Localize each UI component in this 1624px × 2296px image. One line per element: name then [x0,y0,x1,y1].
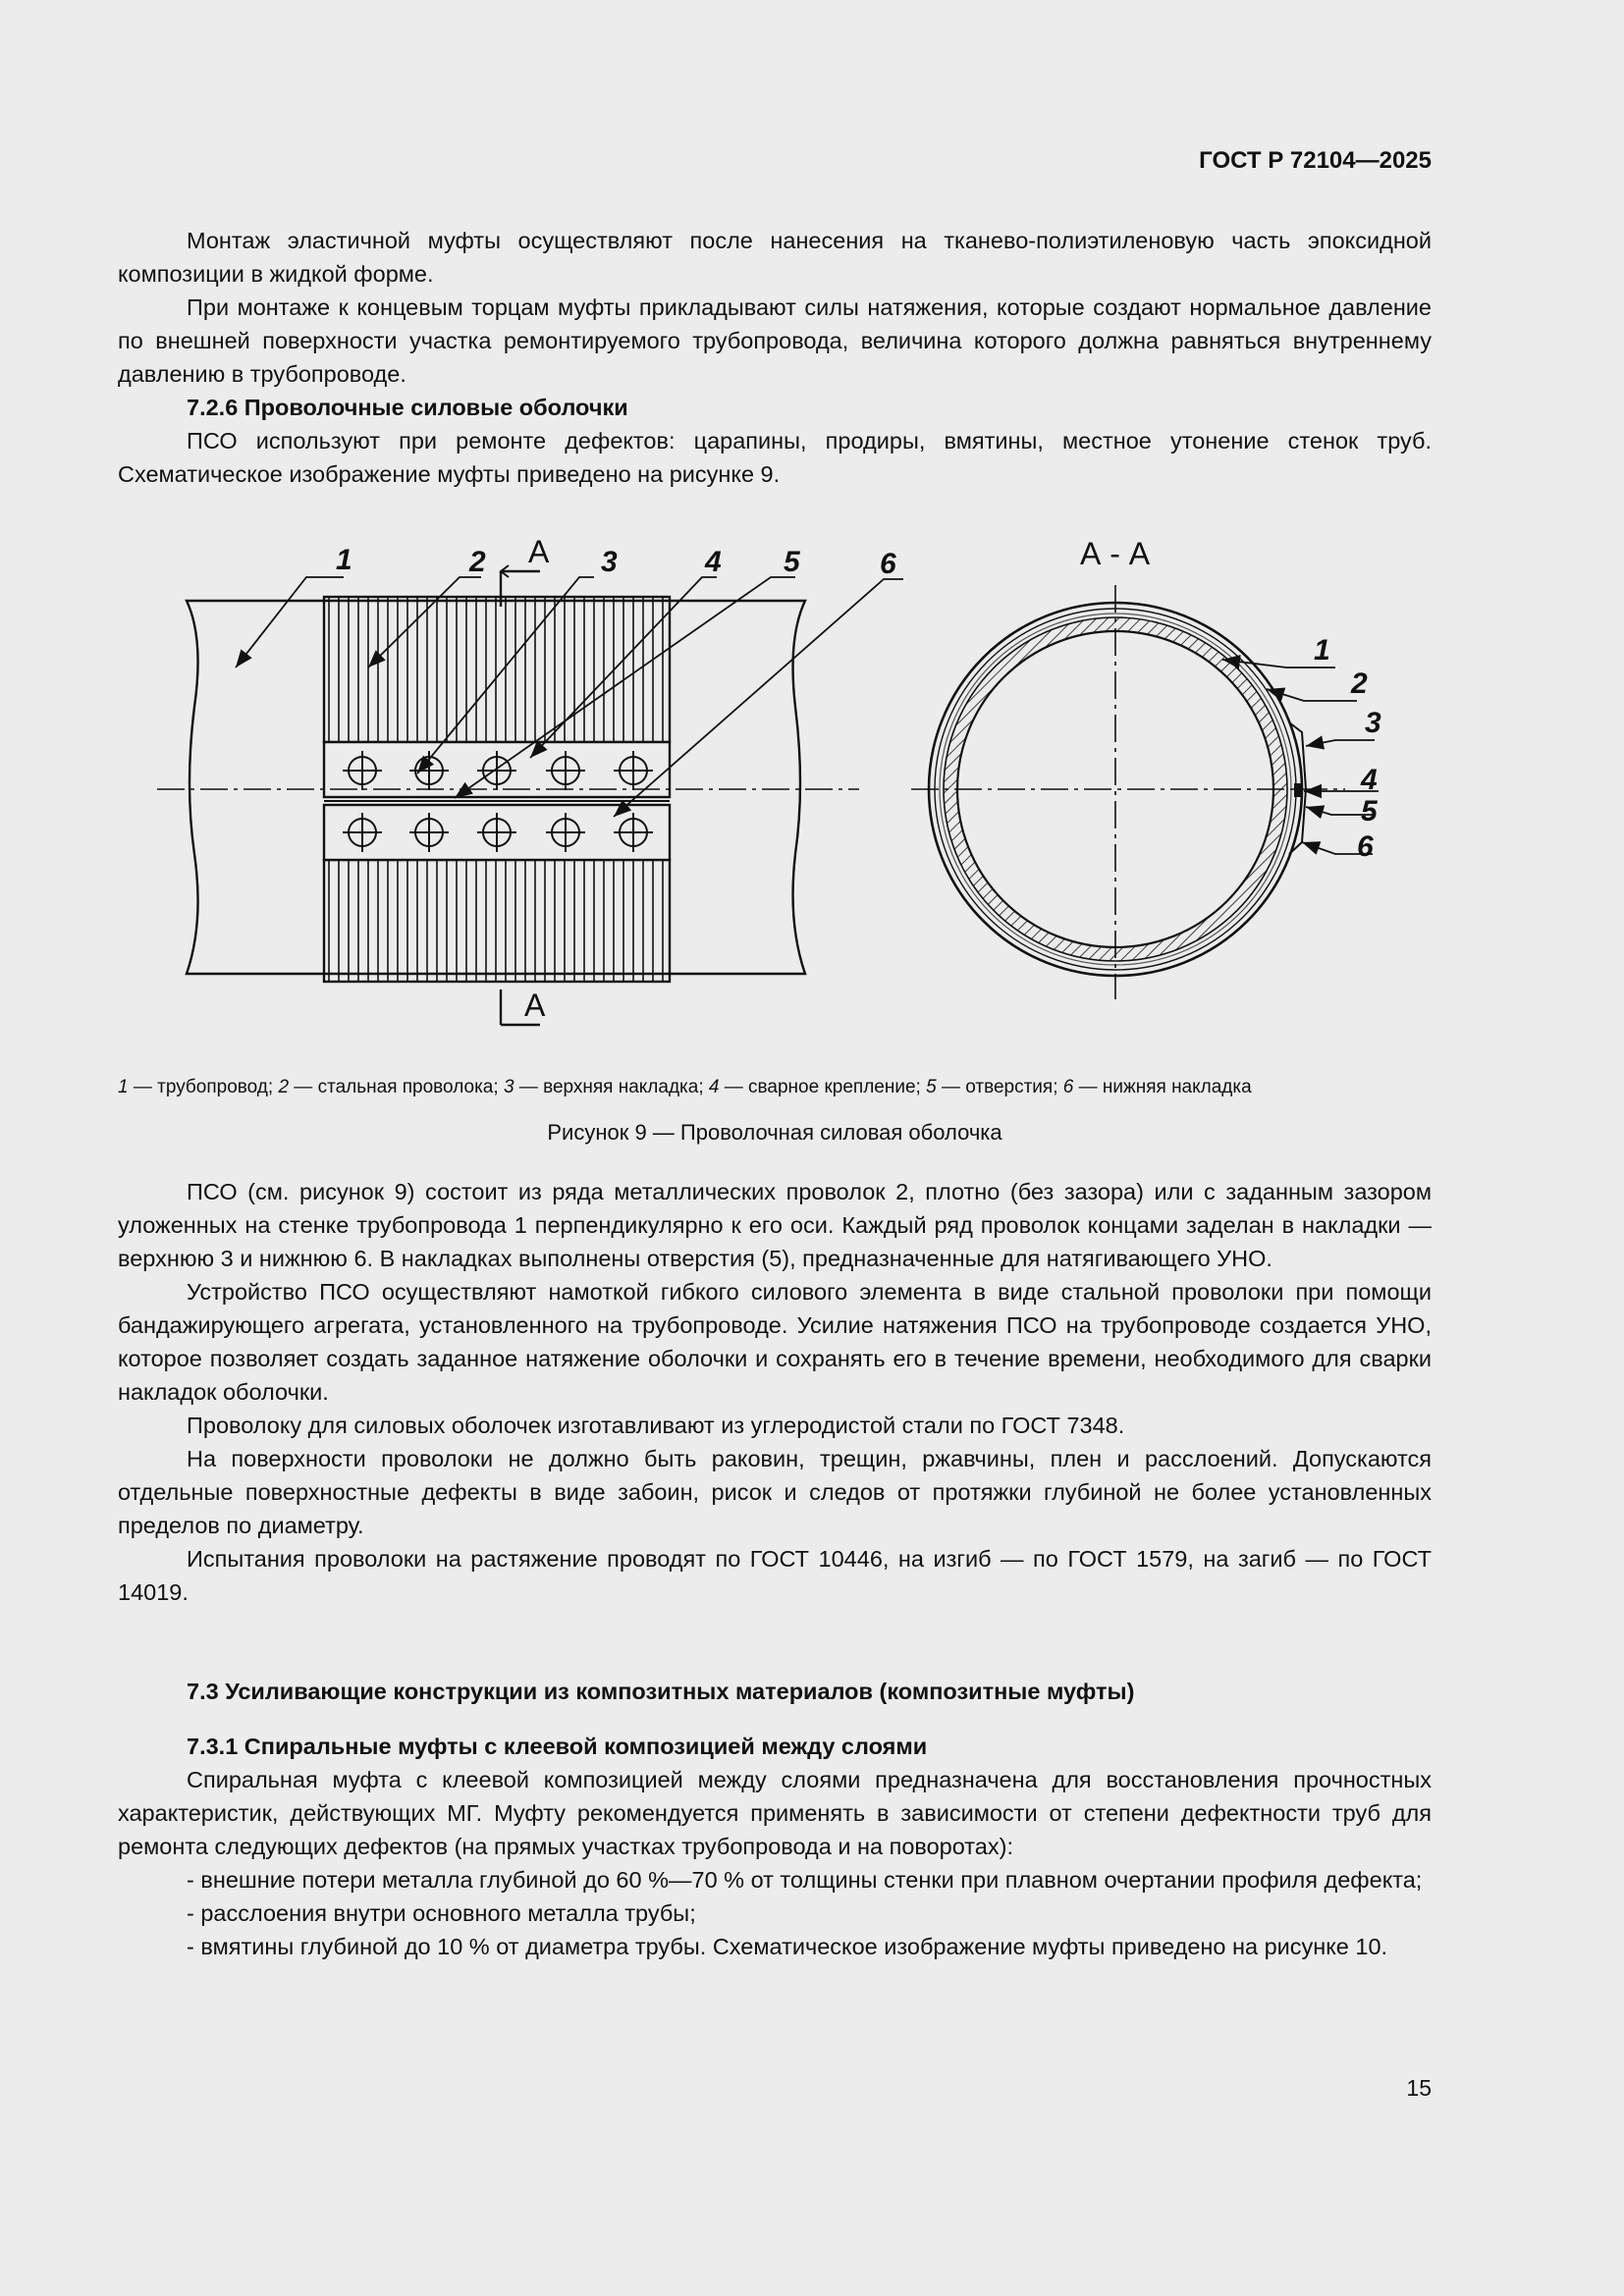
legend-num: 2 [278,1077,290,1097]
legend-num: 1 [118,1077,129,1097]
legend-text: — сварное крепление; [719,1077,927,1097]
section-callout-2: 2 [1351,667,1368,700]
paragraph: ПСО используют при ремонте дефектов: царапины, продиры, вмятины, местное утонение стенок труб. Схематическое изображение муфты приведено на рисунке 9. [118,428,1432,487]
text-block-description [118,1175,1432,1609]
section-view [911,536,1381,999]
section-heading: 7.2.6 Проволочные силовые оболочки [187,395,628,420]
section-callout-5: 5 [1361,795,1378,828]
section-callout-3: 3 [1365,707,1381,739]
paragraph: Спиральная муфта с клеевой композицией между слоями предназначена для восстановления прочностных характеристик, действующих МГ. Муфту рекомендуется применять в зависимости от степени дефектности труб для ремонта следующих дефектов (на прямых участках трубопровода и на поворотах): [118,1767,1432,1859]
paragraph: Испытания проволоки на растяжение проводят по ГОСТ 10446, на изгиб — по ГОСТ 1579, на загиб — по ГОСТ 14019. [118,1546,1432,1605]
callout-3: 3 [601,546,618,578]
callout-5: 5 [784,546,800,578]
paragraph: ПСО (см. рисунок 9) состоит из ряда металлических проволок 2, плотно (без зазора) или с заданным зазором уложенных на стенке трубопровода 1 перпендикулярно к его оси. Каждый ряд проволок концами заделан в накладки — верхнюю 3 и нижнюю 6. В накладках выполнены отверстия (5), предназначенные для натягивающего УНО. [118,1179,1432,1271]
legend-num: 6 [1062,1077,1074,1097]
text-block-intro [118,224,1432,491]
callout-2: 2 [469,546,486,578]
list-item: - расслоения внутри основного металла трубы; [187,1900,696,1926]
callout-1: 1 [336,544,352,576]
figure-legend [118,1077,1432,1098]
paragraph: Монтаж эластичной муфты осуществляют после нанесения на тканево-полиэтиленовую часть эпоксидной композиции в жидкой форме. [118,228,1432,287]
paragraph: На поверхности проволоки не должно быть раковин, трещин, ржавчины, плен и расслоений. Допускаются отдельные поверхностные дефекты в виде забоин, рисок и следов от протяжки глубиной не более установленных пределов по диаметру. [118,1446,1432,1538]
document-id-header: ГОСТ Р 72104—2025 [1199,147,1432,174]
figure-caption: Рисунок 9 — Проволочная силовая оболочка [547,1120,1002,1145]
legend-num: 3 [503,1077,514,1097]
text-block-composite [118,1675,1432,1963]
legend-text: — трубопровод; [128,1077,279,1097]
section-callout-4: 4 [1361,764,1378,796]
section-heading: 7.3 Усиливающие конструкции из композитных материалов (композитные муфты) [187,1679,1135,1704]
figure-drawing [118,530,1432,1041]
list-item: - вмятины глубиной до 10 % от диаметра трубы. Схематическое изображение муфты приведено на рисунке 10. [187,1934,1388,1959]
subsection-heading: 7.3.1 Спиральные муфты с клеевой композицией между слоями [187,1734,928,1759]
section-mark-top: А [528,534,550,569]
legend-text: — отверстия; [936,1077,1063,1097]
page-number: 15 [1406,2075,1432,2101]
legend-num: 5 [926,1077,937,1097]
figure-9 [118,530,1432,1041]
legend-text: — нижняя накладка [1073,1077,1252,1097]
legend-num: 4 [708,1077,720,1097]
section-callout-1: 1 [1314,634,1330,667]
callout-4: 4 [705,546,722,578]
paragraph: Проволоку для силовых оболочек изготавливают из углеродистой стали по ГОСТ 7348. [187,1413,1125,1438]
legend-text: — стальная проволока; [289,1077,504,1097]
section-title: А - А [1080,536,1151,571]
callout-6: 6 [880,548,896,580]
legend-text: — верхняя накладка; [514,1077,709,1097]
list-item: - внешние потери металла глубиной до 60 %—70 % от толщины стенки при плавном очертании профиля дефекта; [187,1867,1423,1893]
section-mark-bottom: А [524,988,546,1023]
paragraph: Устройство ПСО осуществляют намоткой гибкого силового элемента в виде стальной проволоки при помощи бандажирующего агрегата, установленного на трубопроводе. Усилие натяжения ПСО на трубопроводе создается УНО, которое позволяет создать заданное натяжение оболочки и сохранять его в течение времени, необходимого для сварки накладок оболочки. [118,1279,1432,1405]
paragraph: При монтаже к концевым торцам муфты прикладывают силы натяжения, которые создают нормальное давление по внешней поверхности участка ремонтируемого трубопровода, величина которого должна равняться внутреннему давлению в трубопроводе. [118,294,1432,387]
section-callout-6: 6 [1357,830,1374,863]
side-view [157,534,903,1025]
